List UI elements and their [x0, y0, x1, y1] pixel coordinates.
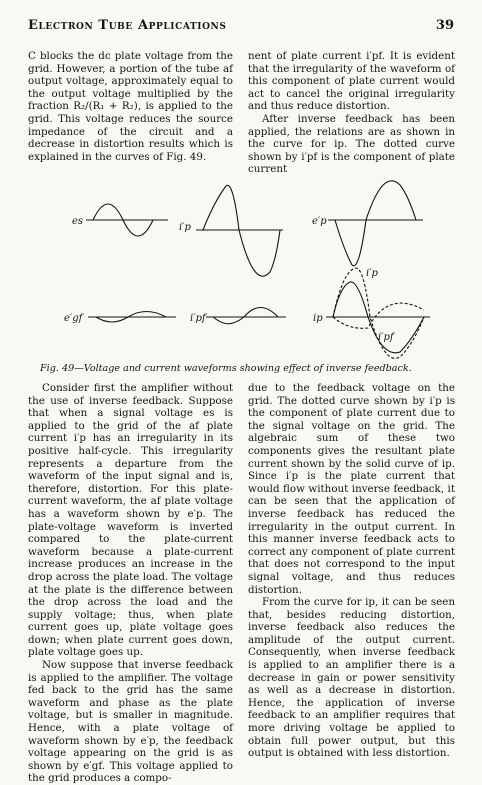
paragraph: Consider first the amplifier without the use of inverse feedback. Suppose that when a signal voltage es is applied to the grid of the af plate current i′p has an irregularity in its positive half-cycle. This irregularity represents a departure from the waveform of the input signal and is, therefore, distortion. For this plate-current waveform, the af plate voltage has a waveform shown by e′p. The plate-voltage waveform is inverted compared to the plate-current waveform because a plate-current increase produces an increase in the drop across the plate load. The voltage at the plate is the difference between the drop across the load and the supply voltage; thus, when plate current goes up, plate voltage goes down; when plate current goes down, plate voltage goes up.: [28, 382, 233, 659]
left-column-bottom: [28, 382, 233, 785]
right-column-bottom: [248, 382, 455, 760]
paragraph: After inverse feedback has been applied, the relations are as shown in the curve for ip. The dotted curve shown by i′pf is the component of plate current: [248, 112, 455, 176]
paragraph: From the curve for ip, it can be seen that, besides reducing distortion, inverse feedback also reduces the amplitude of the output current. Consequently, when inverse feedback is applied to an amplifier there is a decrease in gain or power sensitivity as well as a decrease in distortion. Hence, the application of inverse feedback to an amplifier requires that more driving voltage be applied to obtain full power output, but this output is obtained with less distortion.: [248, 596, 455, 760]
waveform-ipf-prime: [213, 308, 278, 324]
waveform-figure: [28, 180, 455, 360]
paragraph: Now suppose that inverse feedback is applied to the amplifier. The voltage fed back to the grid has the same waveform and phase as the plate voltage, but is smaller in magnitude. Hence, with a plate voltage of waveform shown by e′p, the feedback voltage appearing on the grid is as shown by e′gf. This voltage applied to the grid produces a compo-: [28, 659, 233, 785]
running-header: [28, 18, 454, 38]
label-ipf-right: i′pf: [378, 332, 394, 343]
figure-caption: [40, 363, 460, 374]
waveform-ip-prime: [203, 185, 280, 276]
paragraph: C blocks the dc plate voltage from the grid. However, a portion of the tube af output voltage, approximately equal to the output voltage multiplied by the fraction R₂/(R₁ + R₂), is applied to the grid. This voltage reduces the source impedance of the circuit and a decrease in distortion results which is explained in the curves of Fig. 49.: [28, 50, 233, 163]
paragraph: due to the feedback voltage on the grid. The dotted curve shown by i′p is the component of plate current due to the signal voltage on the grid. The algebraic sum of these two components gives the resultant plate current shown by the solid curve of ip. Since i′p is the plate current that would flow without inverse feedback, it can be seen that the application of inverse feedback has reduced the irregularity in the output current. In this manner inverse feedback acts to correct any component of plate current that does not correspond to the input signal voltage, and thus reduces distortion.: [248, 382, 455, 596]
label-ip-prime-right: i′p: [366, 268, 378, 279]
waveform-ep-prime: [335, 181, 416, 266]
page-number: 39: [435, 18, 454, 33]
running-title: Electron Tube Applications: [28, 18, 227, 33]
label-ip: ip: [313, 313, 323, 324]
label-ip-prime: i′p: [179, 222, 191, 233]
paragraph: nent of plate current i′pf. It is evident that the irregularity of the waveform of this component of plate current would act to cancel the original irregularity and thus reduce distortion.: [248, 50, 455, 113]
label-egf-prime: e′gf: [64, 313, 83, 324]
caption-number: Fig. 49: [40, 363, 75, 374]
label-ep-prime: e′p: [312, 216, 327, 227]
label-ipf-prime: i′pf: [190, 313, 206, 324]
right-column-top: [248, 50, 455, 176]
figure-49: [28, 180, 455, 360]
waveform-ipf-dotted: [333, 303, 424, 328]
caption-text: —Voltage and current waveforms showing effect of inverse feedback.: [74, 363, 412, 374]
label-es: es: [72, 216, 84, 227]
left-column-top: [28, 50, 233, 163]
